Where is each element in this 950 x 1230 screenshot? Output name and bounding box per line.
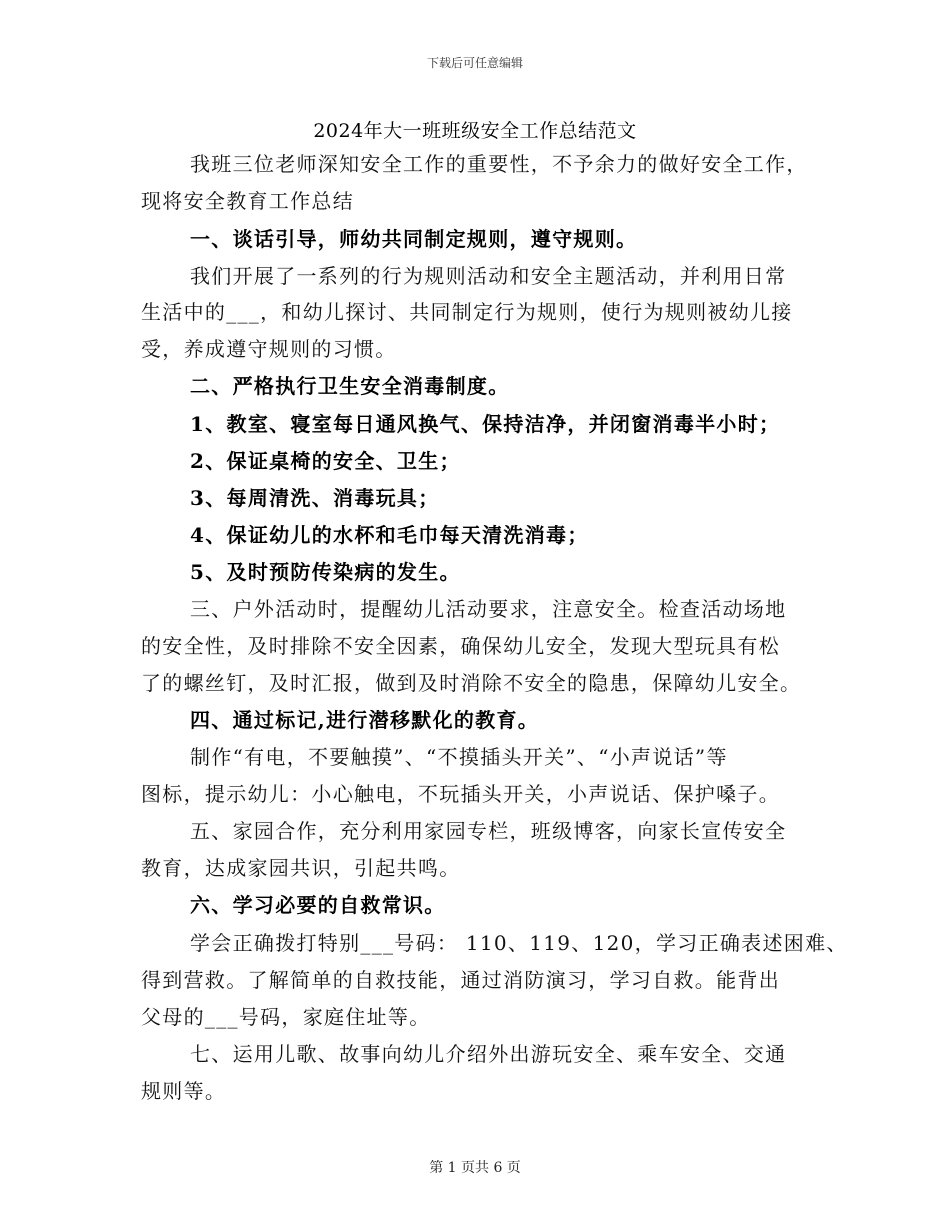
document-title: 2024年大一班班级安全工作总结范文: [313, 120, 637, 142]
list-item: 5、及时预防传染病的发生。: [190, 560, 461, 584]
page-footer: 第 1 页共 6 页: [429, 1160, 521, 1176]
paragraph-line: 制作“有电，不要触摸”、“不摸插头开关”、“小声说话”等: [190, 745, 728, 769]
paragraph-line: 受，养成遵守规则的习惯。: [141, 337, 397, 361]
paragraph-line: 三、户外活动时，提醒幼儿活动要求，注意安全。检查活动场地: [190, 597, 787, 621]
paragraph-line: 七、运用儿歌、故事向幼儿介绍外出游玩安全、乘车安全、交通: [190, 1042, 787, 1066]
paragraph-line: 学会正确拨打特别___号码： 110、119、120，学习正确表述困难、: [190, 931, 848, 955]
paragraph-line: 我班三位老师深知安全工作的重要性，不予余力的做好安全工作，: [190, 152, 808, 176]
section-heading: 二、严格执行卫生安全消毒制度。: [190, 374, 510, 398]
page-header: 下载后可任意编辑: [426, 56, 523, 70]
paragraph-line: 规则等。: [141, 1079, 227, 1103]
paragraph-line: 了的螺丝钉，及时汇报，做到及时消除不安全的隐患，保障幼儿安全。: [141, 671, 802, 695]
paragraph-line: 教育，达成家园共识，引起共鸣。: [141, 856, 461, 880]
paragraph-line: 生活中的___，和幼儿探讨、共同制定行为规则，使行为规则被幼儿接: [141, 300, 793, 324]
list-item: 1、教室、寝室每日通风换气、保持洁净，并闭窗消毒半小时；: [190, 412, 781, 436]
paragraph-line: 图标，提示幼儿：小心触电，不玩插头开关，小声说话、保护嗓子。: [141, 782, 780, 806]
list-item: 2、保证桌椅的安全、卫生；: [190, 449, 461, 473]
section-heading: 六、学习必要的自救常识。: [190, 893, 446, 917]
paragraph-line: 五、家园合作，充分利用家园专栏，班级博客，向家长宣传安全: [190, 819, 787, 843]
paragraph-line: 得到营救。了解简单的自救技能，通过消防演习，学习自救。能背出: [141, 968, 780, 992]
paragraph-line: 的安全性，及时排除不安全因素，确保幼儿安全，发现大型玩具有松: [141, 634, 780, 658]
section-heading: 四、通过标记,进行潜移默化的教育。: [190, 708, 540, 732]
list-item: 3、每周清洗、消毒玩具；: [190, 486, 440, 510]
section-heading: 一、谈话引导，师幼共同制定规则，遵守规则。: [190, 227, 638, 251]
paragraph-line: 父母的___号码，家庭住址等。: [141, 1005, 431, 1029]
paragraph-line: 现将安全教育工作总结: [141, 189, 354, 213]
list-item: 4、保证幼儿的水杯和毛巾每天清洗消毒；: [190, 523, 589, 547]
paragraph-line: 我们开展了一系列的行为规则活动和安全主题活动，并利用日常: [190, 264, 787, 288]
